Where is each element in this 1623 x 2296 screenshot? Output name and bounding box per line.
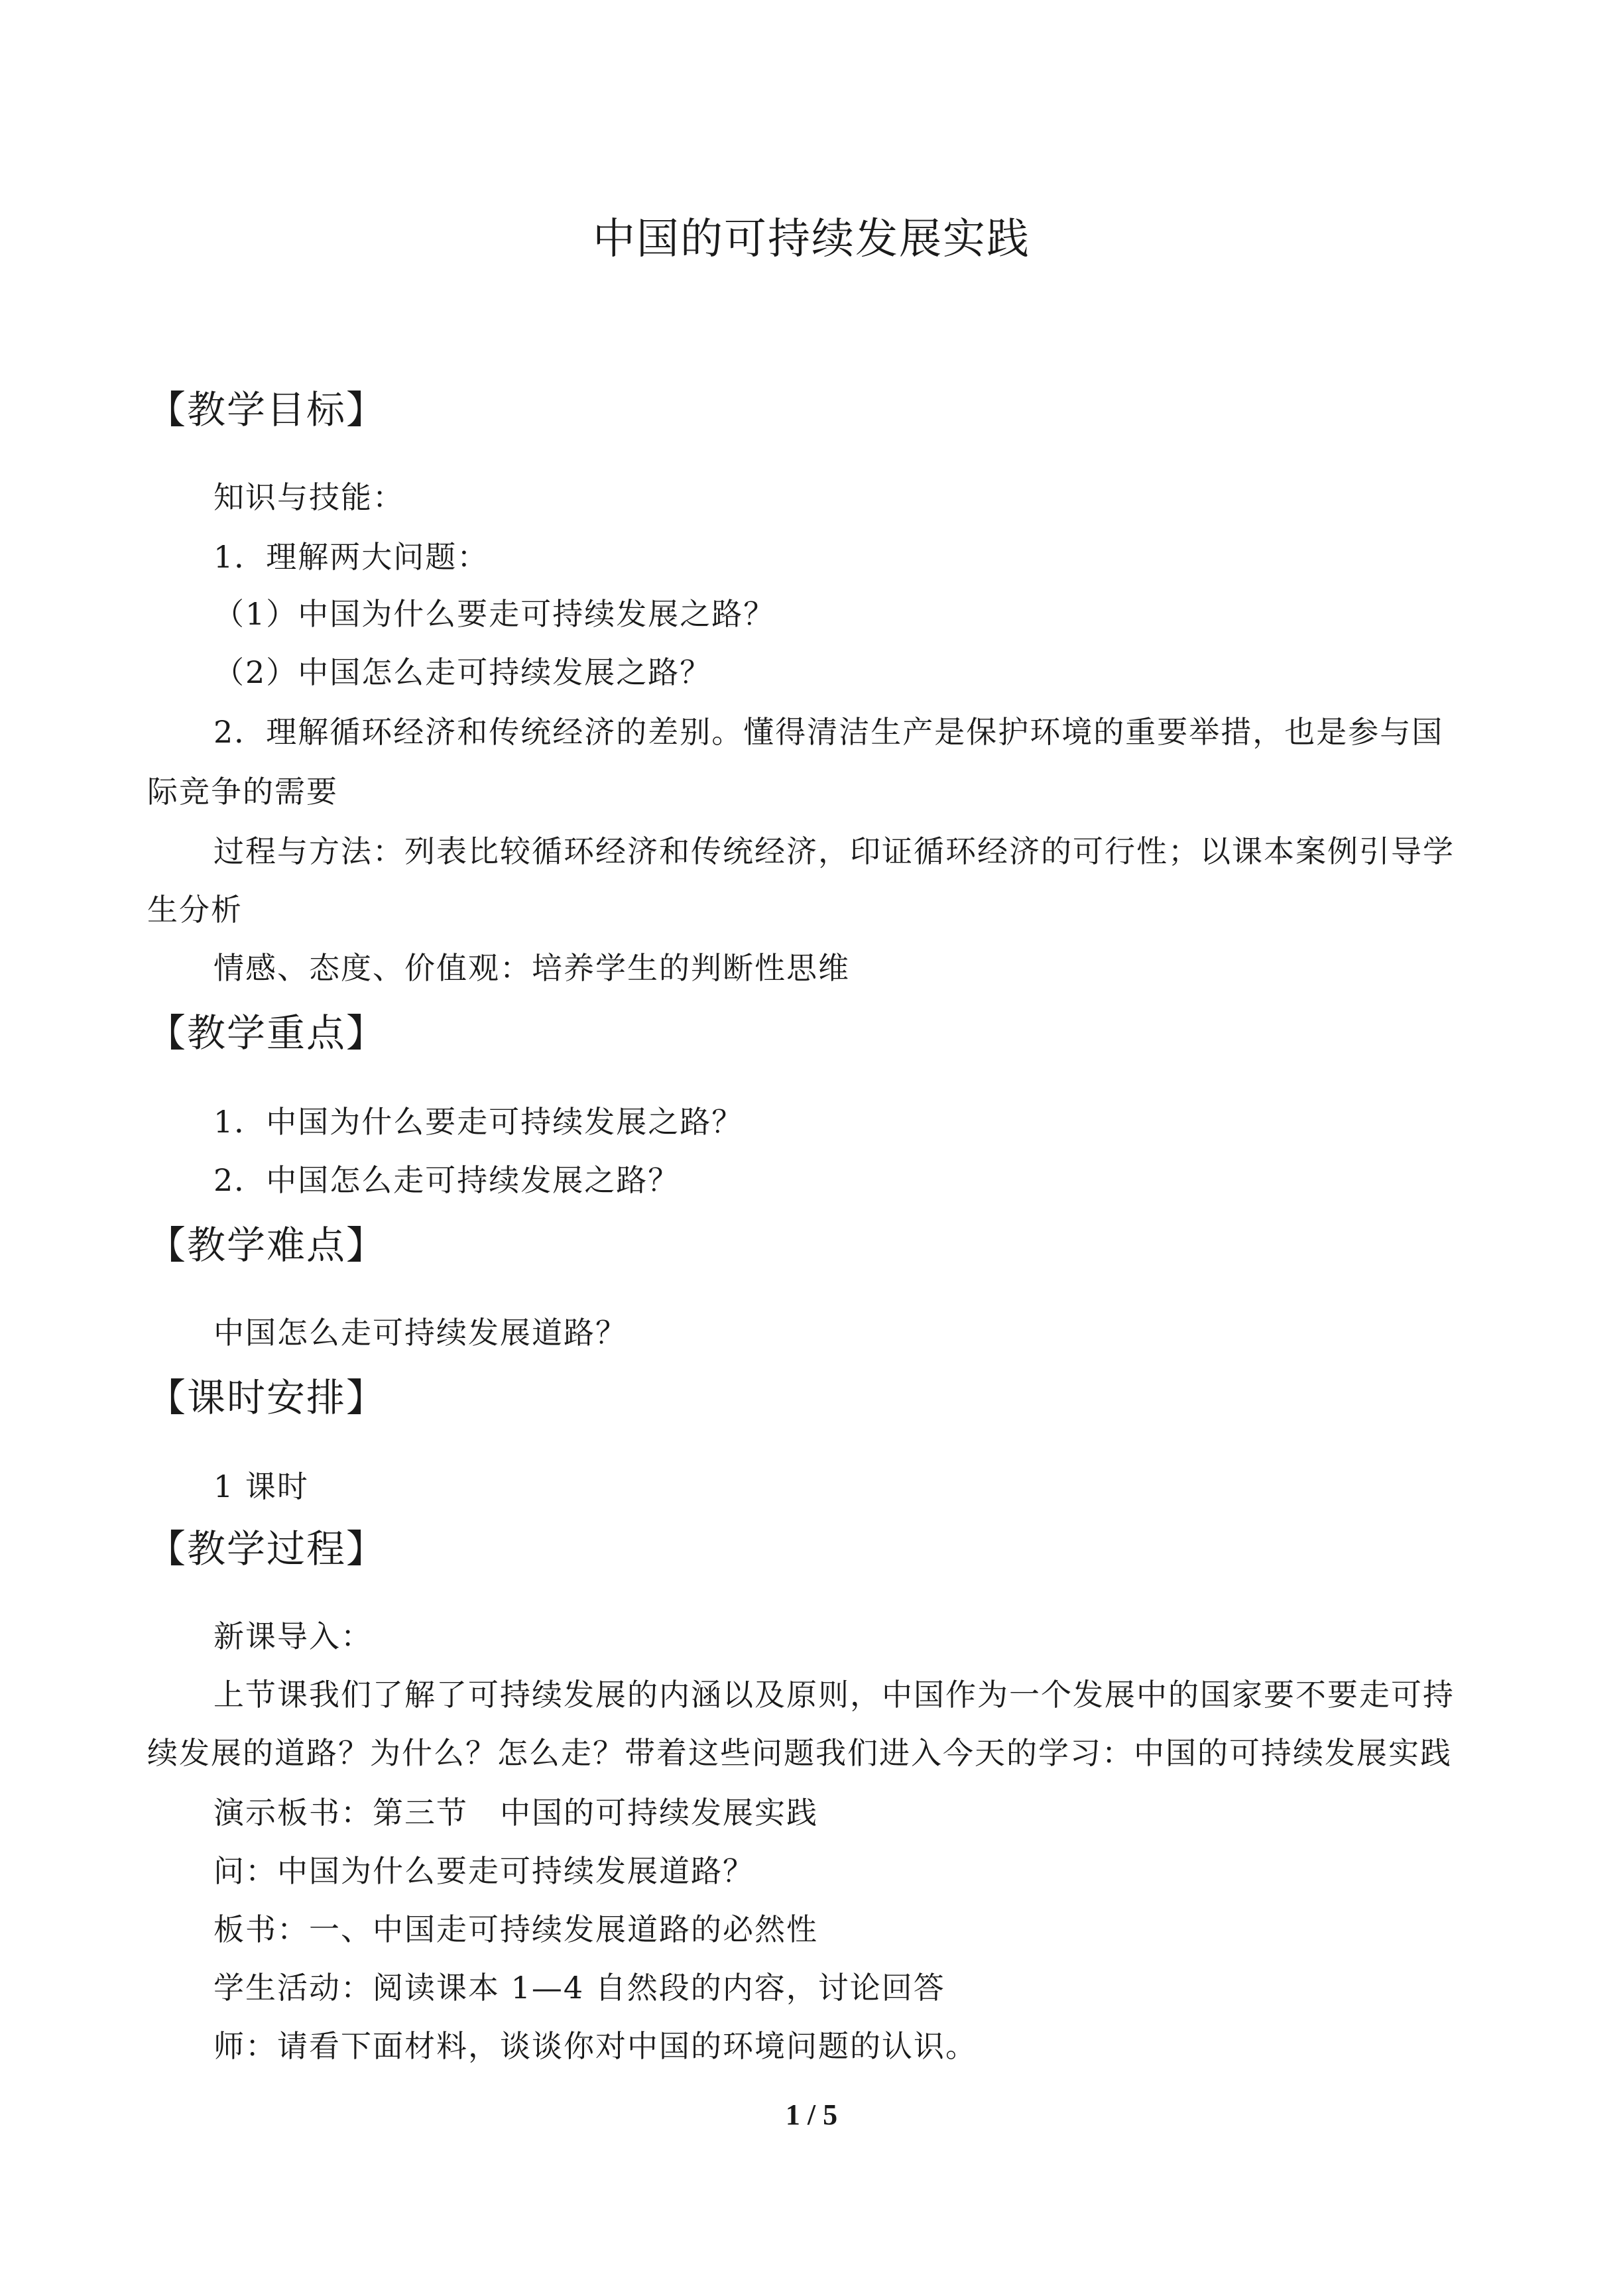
section-heading-objectives: 【教学目标】 bbox=[147, 387, 387, 432]
objective-item-1-sub-1: （1）中国为什么要走可持续发展之路？ bbox=[213, 596, 776, 632]
document-title: 中国的可持续发展实践 bbox=[593, 215, 1030, 264]
key-point-item-2: 2．中国怎么走可持续发展之路？ bbox=[213, 1162, 680, 1198]
section-heading-difficulties: 【教学难点】 bbox=[147, 1223, 387, 1268]
section-heading-key-points: 【教学重点】 bbox=[147, 1010, 387, 1056]
objective-item-2-line-1: 2．理解循环经济和传统经济的差别。懂得清洁生产是保护环境的重要举措，也是参与国 bbox=[213, 714, 1444, 750]
section-heading-process: 【教学过程】 bbox=[147, 1526, 387, 1571]
section-heading-schedule: 【课时安排】 bbox=[147, 1375, 387, 1420]
objective-item-1: 1．理解两大问题： bbox=[213, 539, 489, 575]
process-method-line-1: 过程与方法：列表比较循环经济和传统经济，印证循环经济的可行性；以课本案例引导学 bbox=[213, 833, 1455, 869]
teacher-line: 师：请看下面材料，谈谈你对中国的环境问题的认识。 bbox=[213, 2028, 977, 2064]
intro-label: 新课导入： bbox=[213, 1618, 373, 1654]
difficulty-text: 中国怎么走可持续发展道路？ bbox=[213, 1315, 627, 1351]
process-method-line-2: 生分析 bbox=[147, 892, 243, 928]
activity-line: 学生活动：阅读课本 1—4 自然段的内容，讨论回答 bbox=[213, 1970, 945, 2006]
objective-item-2-line-2: 际竞争的需要 bbox=[147, 774, 338, 810]
page-number: 1 / 5 bbox=[785, 2098, 838, 2131]
intro-line-2: 续发展的道路？为什么？怎么走？带着这些问题我们进入今天的学习：中国的可持续发展实践 bbox=[147, 1735, 1452, 1771]
key-point-item-1: 1．中国为什么要走可持续发展之路？ bbox=[213, 1104, 744, 1140]
board-line-2: 板书：一、中国走可持续发展道路的必然性 bbox=[213, 1911, 818, 1947]
knowledge-label: 知识与技能： bbox=[213, 479, 404, 515]
schedule-text: 1 课时 bbox=[213, 1469, 309, 1504]
board-line-1: 演示板书：第三节 中国的可持续发展实践 bbox=[213, 1795, 818, 1831]
question-line: 问：中国为什么要走可持续发展道路？ bbox=[213, 1853, 754, 1889]
objective-item-1-sub-2: （2）中国怎么走可持续发展之路？ bbox=[213, 654, 712, 690]
attitude-line: 情感、态度、价值观：培养学生的判断性思维 bbox=[213, 950, 850, 986]
intro-line-1: 上节课我们了解了可持续发展的内涵以及原则，中国作为一个发展中的国家要不要走可持 bbox=[213, 1677, 1455, 1713]
